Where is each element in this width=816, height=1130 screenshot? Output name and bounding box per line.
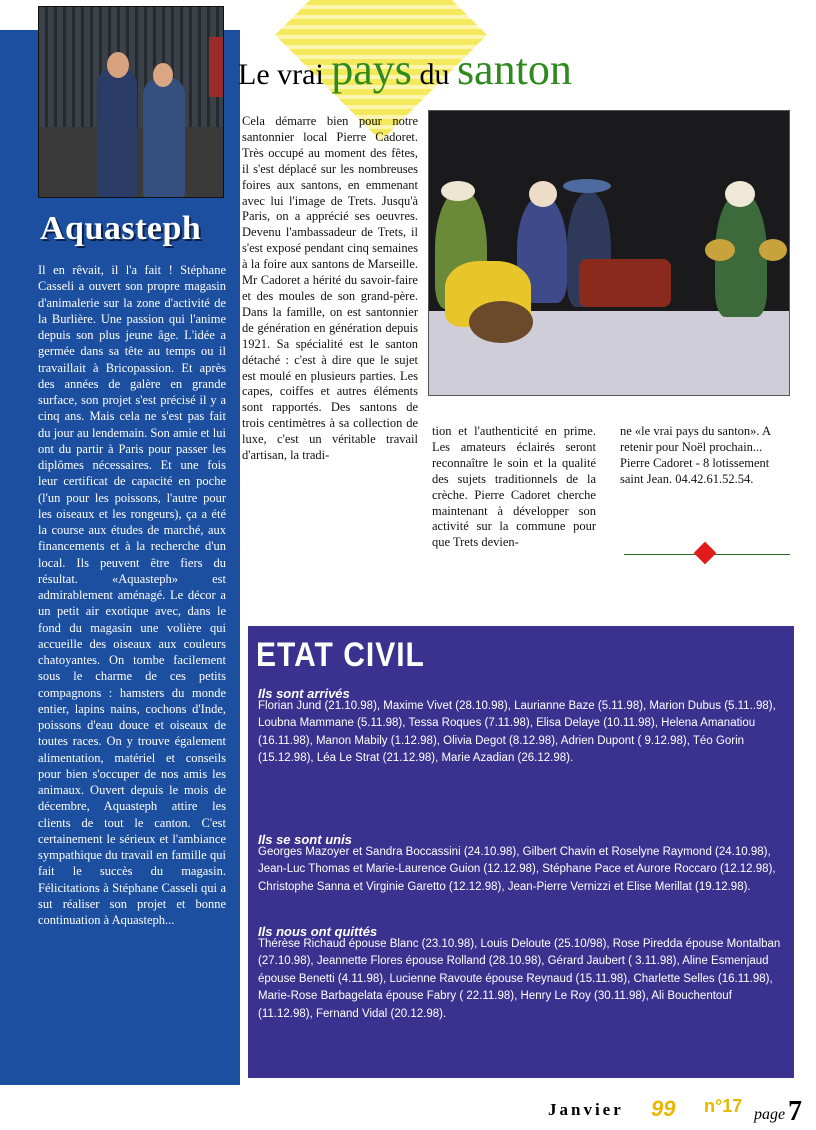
santon-article-title xyxy=(238,44,572,95)
red-diamond-ornament xyxy=(694,542,717,565)
arrives-heading: Ils sont arrivés xyxy=(258,686,350,701)
title-part-4: santon xyxy=(456,45,572,94)
arrives-list: Florian Jund (21.10.98), Maxime Vivet (28.10.98), Laurianne Baze (5.11.98), Marion Dubus (5.11..98), Loubna Mammane (5.11.98), Tessa Roques (7.11.98), Elisa Delaye (10.11.98), Helena Amanatiou (16.11.98), Manon Mabily (1.12.98), Olivia Degot (8.12.98), Adrien Dupont ( 9.12.98), Téo Gorin (15.12.98), Léa Le Strat (21.12.98), Marie Azadian (26.12.98). xyxy=(258,700,776,765)
footer-month: Janvier xyxy=(548,1100,624,1119)
etat-civil-title: ETAT CIVIL xyxy=(256,636,425,674)
aquasteph-title: Aquasteph xyxy=(40,210,202,247)
footer-issue: n°17 xyxy=(704,1096,743,1116)
etat-civil-box xyxy=(248,626,794,1078)
santons-photo xyxy=(428,110,790,396)
quittes-heading: Ils nous ont quittés xyxy=(258,924,378,939)
unis-list: Georges Mazoyer et Sandra Boccassini (24.10.98), Gilbert Chavin et Roselyne Raymond (24.10.98), Jean-Luc Thomas et Marie-Laurence Guion (12.12.98), Stéphane Pace et Aurore Roccaro (12.12.98), Christophe Sanna et Virginie Garetto (12.12.98), Jean-Pierre Vernizzi et Elise Merillat (19.12.98). xyxy=(258,846,776,893)
aquasteph-owners-photo xyxy=(38,6,224,198)
quittes-list: Thérèse Richaud épouse Blanc (23.10.98), Louis Deloute (25.10/98), Rose Piredda épouse Montalban (27.10.98), Jeannette Flores épouse Rolland (28.10.98), Gérard Jaubert ( 3.11.98), Aline Esmenjaud épouse Benetti (4.11.98), Lucienne Ravoute épouse Reynaud (15.11.98), Charlette Selles (16.11.98), Marie-Rose Barbagelata épouse Fabry ( 22.11.98), Henry Le Roy (30.11.98), Ali Bouchentouf (11.12.98), Fernand Vidal (20.12.98). xyxy=(258,938,781,1020)
title-part-1: Le vrai xyxy=(238,58,332,91)
santon-text-column-1: Cela démarre bien pour notre santonnier local Pierre Cadoret. Très occupé au moment des fêtes, il s'est déplacé sur les nombreuses foires aux santons, en emmenant avec lui l'image de Trets. Jusqu'à Paris, on a apprécié ses oeuvres. Devenu l'ambassadeur de Trets, il s'est exposé pendant cinq semaines à la foire aux santons de Marseille. Mr Cadoret a hérité du savoir-faire et des moules de son grand-père. Dans la famille, on est santonnier de génération en génération depuis 1921. Sa spécialité est le santon détaché : c'est à dire que le sujet est moulé en plusieurs parties. Les capes, coiffes et autres éléments sont rapportés. Des santons de trois centimètres à sa collection de luxe, c'est un véritable travail d'artisan, la tradi- xyxy=(242,114,418,463)
footer-page-number: 7 xyxy=(788,1096,802,1127)
aquasteph-article-text: Il en rêvait, il l'a fait ! Stéphane Casseli a ouvert son propre magasin d'animalerie sur la zone d'activité de la Burlière. Une passion qui l'anime depuis son plus jeune âge. L'idée a germée dans sa tête au temps ou il travaillait à Bricopassion. Et après des années de galère en grande surface, son projet s'est précisé il y a cinq ans. Mais cela ne s'est pas fait du jour au lendemain. Son amie et lui ont du partir à Paris pour passer les diplômes nécessaires. Et une fois leur certificat de capacité en poche (l'un pour les poissons, l'autre pour les oiseaux et les rongeurs), ça a été la course aux études de marché, aux financements et à la recherche d'un local. Ils peuvent être fiers du résultat. «Aquasteph» est admirablement aménagé. Le décor a un petit air exotique avec, dans le fond du magasin une volière qui accueille des oiseaux aux couleurs chatoyantes. On tombe facilement sous le charme de ces petits compagnons : hamsters du monde entier, lapins nains, cochons d'Inde, poissons d'eau douce et oiseaux de toutes races. On y trouve également alimentation, matériel et conseils pour bien s'occuper de nos amis les animaux. Ouvert depuis le mois de décembre, Aquasteph attire les clients de tout le canton. C'est certainement le sérieux et l'ambiance sympathique du travail en famille qui fait le succès du magasin. Félicitations à Stéphane Casseli qui a sut réaliser son projet et bonne continuation à Aquasteph... xyxy=(38,263,226,927)
santon-text-column-3: ne «le vrai pays du santon». A retenir pour Noël prochain... Pierre Cadoret - 8 lotissement saint Jean. 04.42.61.52.54. xyxy=(620,424,771,486)
title-part-3: du xyxy=(411,58,457,91)
title-part-2: pays xyxy=(331,45,412,94)
footer-page-label: page xyxy=(754,1106,786,1123)
santon-text-column-2: tion et l'authenticité en prime. Les amateurs éclairés seront reconnaître le soin et la qualité des sujets traditionnels de la crèche. Pierre Cadoret cherche maintenant à développer son activité sur la commune pour que Trets devien- xyxy=(432,424,596,550)
unis-heading: Ils se sont unis xyxy=(258,832,352,847)
footer-year: 99 xyxy=(651,1096,676,1121)
